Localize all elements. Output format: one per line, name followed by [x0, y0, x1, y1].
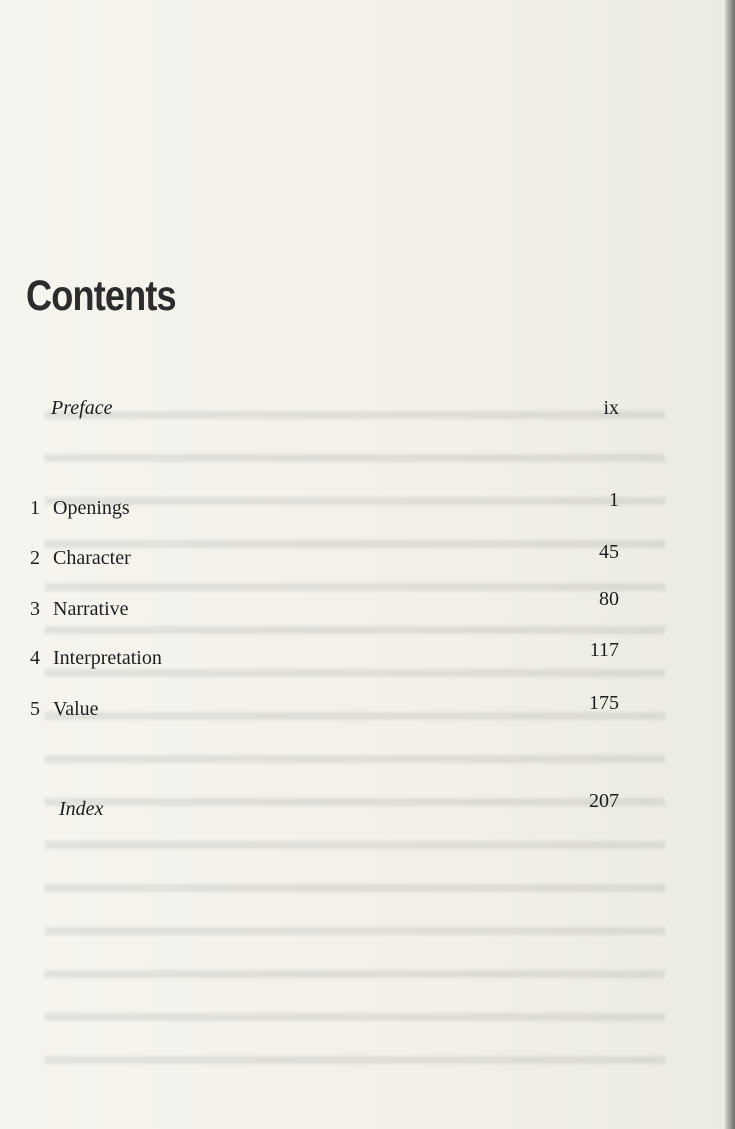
toc-entry-page: 1: [609, 489, 619, 511]
chapter-number: 2: [30, 547, 40, 569]
page-title: Contents: [26, 272, 176, 320]
toc-entry-label: Character: [53, 547, 131, 569]
toc-entry-label: Index: [59, 798, 104, 820]
chapter-number: 3: [30, 598, 40, 620]
chapter-number: 1: [30, 497, 40, 519]
toc-entry-page: 117: [589, 639, 619, 661]
toc-entry-preface: [0, 397, 735, 437]
toc-entry-page: 45: [599, 541, 619, 563]
toc-entry-label: Narrative: [53, 598, 129, 620]
toc-entry-page: 207: [589, 790, 619, 812]
toc-entry-label: Value: [53, 698, 99, 720]
toc-entry-interpretation: [0, 639, 735, 687]
toc-entry-narrative: [0, 588, 735, 638]
toc-entry-page: 175: [589, 692, 619, 714]
chapter-number: 5: [30, 698, 40, 720]
toc-entry-page: ix: [603, 397, 619, 419]
toc-entry-index: [0, 790, 735, 838]
toc-entry-page: 80: [599, 588, 619, 610]
toc-entry-character: [0, 541, 735, 587]
toc-entry-value: [0, 692, 735, 738]
chapter-number: 4: [30, 647, 40, 669]
toc-entry-label: Preface: [51, 397, 113, 419]
toc-entry-openings: [0, 489, 735, 537]
toc-entry-label: Interpretation: [53, 647, 162, 669]
toc-entry-label: Openings: [53, 497, 130, 519]
